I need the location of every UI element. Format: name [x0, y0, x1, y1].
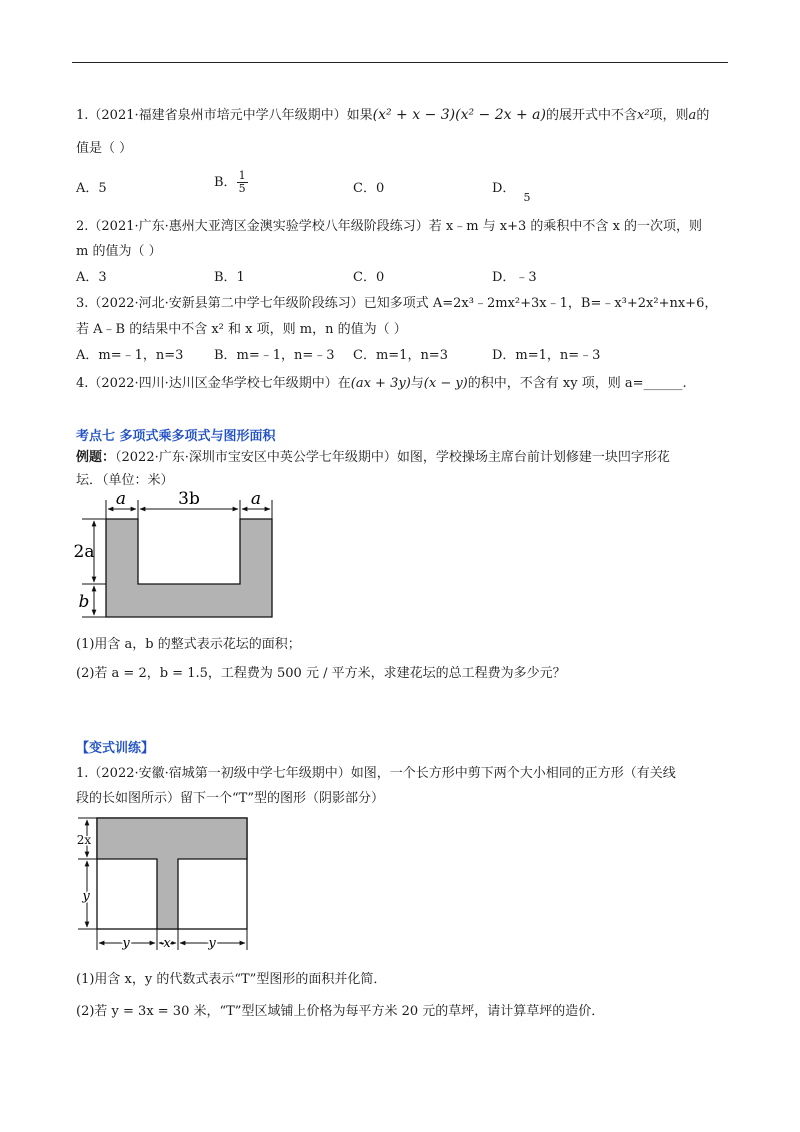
- fig2-label-y-bottom-right: y: [208, 936, 216, 951]
- q4-suffix: 的积中，不含有 xy 项，则 a=______.: [467, 376, 687, 391]
- q1-mid: 的展开式中不含: [545, 108, 637, 123]
- q3-option-b: B．m=﹣1，n=﹣3: [214, 348, 335, 363]
- fig2-label-y-left: y: [82, 889, 90, 904]
- q1-option-d-value: 5: [523, 191, 531, 204]
- q4-line: [76, 372, 687, 391]
- u-shape-region: [106, 519, 272, 617]
- fig1-label-a-right: a: [250, 489, 262, 509]
- q1-option-b-label: B．: [214, 175, 237, 190]
- q4-expr1: (ax + 3y): [350, 376, 411, 391]
- example-sub2: (2)若 a = 2，b = 1.5，工程费为 500 元 / 平方米，求建花坛的总工程费为多少元？: [76, 666, 566, 681]
- fig1-label-3b: 3b: [178, 489, 200, 509]
- header-rule: [72, 62, 728, 63]
- q1-prefix: 1.（2021·福建省泉州市培元中学八年级期中）如果: [76, 108, 373, 123]
- q1-option-b-fraction: [237, 170, 248, 195]
- q1-option-b: [214, 170, 248, 195]
- q3-option-a: A．m=﹣1，n=3: [76, 348, 184, 363]
- section-title: 考点七 多项式乘多项式与图形面积: [76, 429, 276, 444]
- q4-prefix: 4.（2022·四川·达川区金华学校七年级期中）在: [76, 376, 351, 391]
- q2-option-c: C．0: [353, 270, 385, 285]
- q2-option-d: D．﹣3: [492, 270, 537, 285]
- q1-expr1: (x² + x − 3): [372, 107, 456, 123]
- q1-option-a: A．5: [76, 181, 107, 196]
- fig2-label-x-bottom: x: [163, 936, 171, 951]
- fig1-label-a-left: a: [115, 489, 127, 509]
- q1-line2: 值是（ ）: [76, 141, 133, 156]
- example-line1: [76, 446, 670, 465]
- figure-t-shape: [70, 808, 260, 956]
- q3-option-d: D．m=1，n=﹣3: [492, 348, 601, 363]
- q1-option-d: [492, 177, 531, 204]
- example-text: （2022·广东·深圳市宝安区中英公学七年级期中）如图，学校操场主席台前计划修建一块凹字形花: [115, 450, 670, 465]
- q1-line1: [76, 104, 709, 123]
- fig2-label-2x: 2x: [76, 833, 92, 847]
- practice-sub1: (1)用含 x，y 的代数式表示“T”型图形的面积并化简．: [76, 972, 387, 987]
- example-sub1: (1)用含 a，b 的整式表示花坛的面积；: [76, 637, 301, 652]
- q2-option-a: A．3: [76, 270, 107, 285]
- q2-line1: 2.（2021·广东·惠州大亚湾区金澳实验学校八年级阶段练习）若 x﹣m 与 x+3 的乘积中不含 x 的一次项，则: [76, 219, 703, 234]
- example-label: 例题：: [76, 450, 116, 465]
- q4-mid: 与: [410, 376, 424, 391]
- q1-term: x²: [636, 108, 650, 123]
- figure-u-shape: [70, 486, 280, 622]
- fig1-label-2a: 2a: [73, 542, 95, 562]
- q1-expr2: (x² − 2x + a): [455, 107, 546, 123]
- q1-option-b-num: 1: [238, 169, 246, 182]
- q1-suffix: 项，则: [649, 108, 689, 123]
- q2-option-b: B．1: [214, 270, 245, 285]
- example-line2: 坛．（单位：米）: [76, 473, 174, 488]
- q3-line2: 若 A﹣B 的结果中不含 x² 和 x 项，则 m，n 的值为（ ）: [76, 322, 407, 337]
- q1-end: 的: [696, 108, 710, 123]
- q1-option-d-label: D．: [492, 181, 516, 196]
- q3-option-c: C．m=1，n=3: [353, 348, 448, 363]
- practice-line1: 1.（2022·安徽·宿城第一初级中学七年级期中）如图，一个长方形中剪下两个大小相同的正方形（有关线: [76, 766, 676, 781]
- fig2-label-y-bottom-left: y: [122, 936, 130, 951]
- q1-option-c: C．0: [353, 181, 385, 196]
- q1-option-b-den: 5: [238, 182, 246, 195]
- q1-var: a: [688, 108, 697, 123]
- q4-expr2: (x − y): [423, 376, 468, 391]
- practice-sub2: (2)若 y = 3x = 30 米，“T”型区域铺上价格为每平方米 20 元的草坪，请计算草坪的造价．: [76, 1004, 605, 1019]
- q2-line2: m 的值为（ ）: [76, 244, 162, 259]
- q3-line1: 3.（2022·河北·安新县第二中学七年级阶段练习）已知多项式 A=2x³﹣2mx²+3x﹣1，B=﹣x³+2x²+nx+6，: [76, 296, 718, 311]
- practice-line2: 段的长如图所示）留下一个“T”型的图形（阴影部分）: [76, 791, 384, 806]
- practice-title: 【变式训练】: [76, 741, 155, 756]
- fig1-label-b: b: [78, 592, 90, 612]
